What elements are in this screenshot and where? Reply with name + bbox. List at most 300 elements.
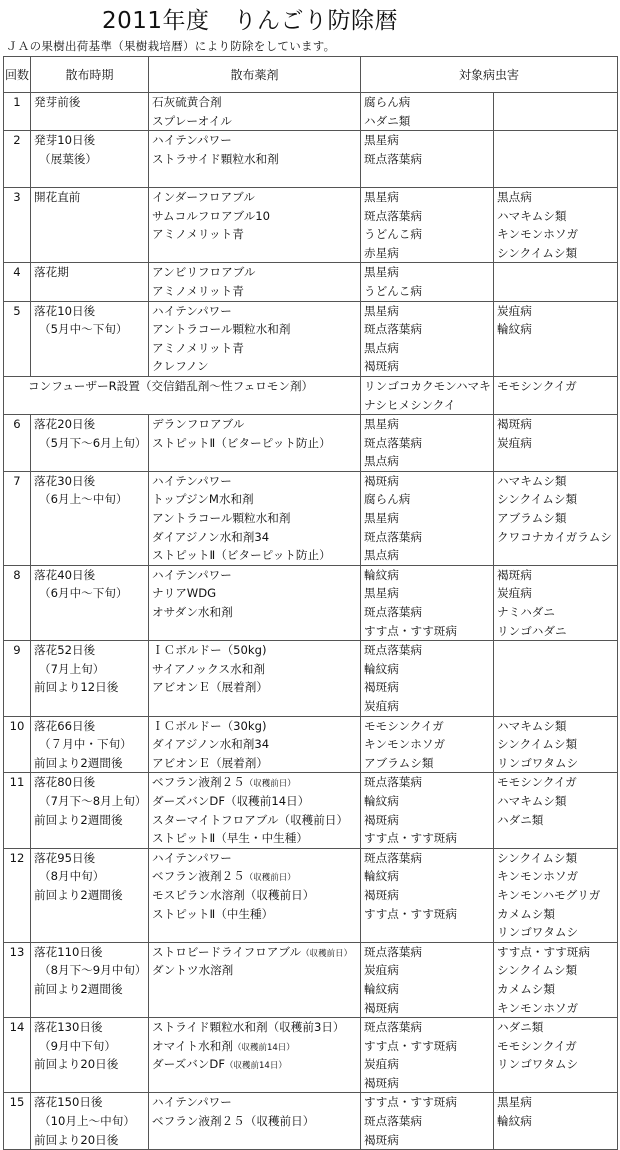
targets-cell-a [361, 716, 494, 773]
chemical-line: ハイテンパワー [152, 473, 232, 488]
timing-line: 前回より20日後 [34, 1057, 119, 1072]
timing-line: 落花130日後 [34, 1020, 103, 1035]
header-row [4, 57, 618, 93]
subtitle: ＪＡの果樹出荷基準（果樹栽培暦）により防除をしています。 [6, 39, 336, 53]
targets-cell-a [361, 93, 494, 131]
target-line: 黒星病 [364, 417, 399, 432]
target-line: モモシンクイガ [497, 775, 577, 790]
timing-line: （8月下～9月中旬） [39, 963, 147, 978]
targets-cell-a [361, 301, 494, 376]
chemical-line: クレフノン [152, 359, 209, 374]
chemical-name: ストロビードライフロアブル [152, 944, 302, 959]
chemical-line [149, 867, 360, 886]
target-line: リンゴハダニ [497, 623, 567, 638]
target-line: 斑点落葉病 [364, 643, 422, 658]
spray-schedule-table [3, 56, 618, 1150]
timing-line [31, 357, 148, 376]
target-line: 黒星病 [364, 265, 399, 280]
target-line: ハマキムシ類 [497, 473, 567, 488]
target-line: 黒星病 [364, 303, 399, 318]
target-line [494, 112, 617, 131]
table-row [4, 1018, 618, 1093]
target-line: キンモンホソガ [497, 869, 579, 884]
target-line: 褐斑病 [364, 680, 399, 695]
timing-line [31, 452, 148, 471]
chemical-name: ダントツ水溶剤 [152, 963, 234, 978]
chemical-line [149, 1074, 360, 1093]
target-line [494, 131, 617, 150]
header-count: 回数 [4, 57, 31, 93]
timing-line: （10月上～中旬） [39, 1114, 135, 1129]
timing-line [31, 905, 148, 924]
chemical-name: ハイテンパワー [152, 850, 232, 865]
chemical-line: スプレーオイル [152, 113, 232, 128]
round-number: 10 [4, 716, 31, 773]
target-line: 黒星病 [364, 511, 399, 526]
timing-line: 落花52日後 [34, 643, 96, 658]
timing-line [31, 244, 148, 263]
target-line: 斑点落葉病 [364, 775, 422, 790]
target-line [494, 396, 617, 415]
chemical-line [149, 792, 360, 811]
target-line: 輪紋病 [364, 981, 399, 996]
table-body [4, 93, 618, 1150]
timing-line: （展葉後） [39, 151, 97, 166]
targets-cell-a [361, 565, 494, 640]
target-line: 輪紋病 [364, 793, 399, 808]
target-line: クワコナカイガラムシ [497, 529, 612, 544]
target-line: 炭疽病 [497, 435, 532, 450]
chemical-line [149, 773, 360, 792]
timing-line: 落花20日後 [34, 417, 96, 432]
chemical-line [149, 961, 360, 980]
timing-line [31, 225, 148, 244]
chemicals-cell [149, 301, 361, 376]
timing-line: 落花95日後 [34, 850, 96, 865]
target-line: シンクイムシ類 [497, 492, 578, 507]
target-line [361, 168, 493, 187]
chemicals-cell [149, 1093, 361, 1150]
target-line: ハマキムシ類 [497, 793, 567, 808]
timing-line: 落花80日後 [34, 775, 96, 790]
title-year: 2011年度 [102, 8, 210, 34]
chemical-name: ダーズバンDF（収穫前14日） [152, 793, 310, 808]
timing-cell [31, 471, 149, 565]
target-line: 輪紋病 [497, 322, 532, 337]
timing-line: 落花10日後 [34, 303, 96, 318]
timing-line [31, 207, 148, 226]
table-row [4, 773, 618, 848]
target-line: 斑点落葉病 [364, 1114, 422, 1129]
timing-line [31, 923, 148, 942]
target-line [494, 452, 617, 471]
chemical-line: ダイアジノン水和剤34 [152, 529, 270, 544]
chemical-line: サイアノックス水和剤 [152, 661, 265, 676]
header-targets: 対象病虫害 [361, 57, 618, 93]
target-line: アブラムシ類 [497, 511, 567, 526]
chemicals-cell [149, 565, 361, 640]
chemical-line [149, 1131, 360, 1150]
chemical-line: ＩＣボルドー（50kg) [152, 643, 267, 658]
target-line: 輪紋病 [364, 869, 399, 884]
table-row [4, 641, 618, 716]
header-timing: 散布時期 [31, 57, 149, 93]
round-number: 11 [4, 773, 31, 848]
chemicals-cell [149, 93, 361, 131]
chemical-line [149, 697, 360, 716]
chemical-line [149, 622, 360, 641]
chemical-name: ダーズバンDF [152, 1057, 225, 1072]
round-number: 15 [4, 1093, 31, 1150]
timing-cell [31, 1093, 149, 1150]
round-number: 14 [4, 1018, 31, 1093]
target-line: キンモンホソガ [364, 737, 446, 752]
table-row [4, 301, 618, 376]
timing-line: 前回より2週間後 [34, 981, 123, 996]
target-line: モモシンクイガ [364, 718, 444, 733]
chemical-name: ベフラン液剤２５（収穫前日） [152, 1114, 315, 1129]
chemical-line: ストピットⅡ（ビターピット防止） [152, 548, 331, 563]
target-line [494, 1074, 617, 1093]
target-line: ナシヒメシンクイ [364, 397, 456, 412]
timing-line: （6月中～下旬） [39, 586, 128, 601]
targets-cell-b [494, 131, 618, 188]
chemicals-cell [149, 1018, 361, 1093]
target-line: 炭疽病 [364, 699, 399, 713]
table-row [4, 471, 618, 565]
target-line: カメムシ類 [497, 906, 555, 921]
chemical-line: アビオンＥ（展着剤） [152, 680, 268, 695]
target-line: うどんこ病 [364, 227, 422, 242]
target-line: ハダニ類 [497, 812, 544, 827]
target-line: 褐斑病 [364, 473, 399, 488]
target-line [494, 282, 617, 301]
chemicals-cell [149, 848, 361, 942]
target-line: 褐斑病 [364, 359, 399, 374]
chemicals-cell [149, 942, 361, 1017]
chemicals-cell [149, 716, 361, 773]
timing-line: 発芽10日後 [34, 133, 96, 148]
round-number: 6 [4, 415, 31, 472]
target-line: 斑点落葉病 [364, 529, 422, 544]
chemical-line [149, 244, 360, 263]
target-line: 斑点落葉病 [364, 944, 422, 959]
timing-line [31, 528, 148, 547]
targets-cell-a [361, 263, 494, 301]
chemical-line [149, 886, 360, 905]
target-line: 黒星病 [364, 189, 399, 204]
target-line: うどんこ病 [364, 283, 422, 298]
target-line: 褐斑病 [364, 1132, 399, 1147]
chemical-line [149, 905, 360, 924]
target-line: 赤星病 [364, 245, 399, 260]
timing-cell [31, 773, 149, 848]
target-line: 褐斑病 [364, 887, 399, 902]
chemical-line: アビオンＥ（展着剤） [152, 755, 268, 770]
table-row [4, 565, 618, 640]
chemical-line: ストピットⅡ（ビターピット防止） [152, 435, 331, 450]
target-line [494, 93, 617, 112]
chemical-line: ナリアWDG [152, 586, 217, 601]
timing-cell [31, 565, 149, 640]
timing-line: 落花期 [34, 265, 69, 280]
target-line: シンクイムシ類 [497, 963, 578, 978]
round-number: 9 [4, 641, 31, 716]
target-line: 炭疽病 [497, 303, 532, 318]
target-line: 褐斑病 [364, 1075, 399, 1090]
chemicals-cell [149, 773, 361, 848]
timing-line: 落花150日後 [34, 1095, 103, 1110]
target-line: 斑点落葉病 [364, 1020, 422, 1035]
timing-line [31, 168, 148, 187]
timing-line [31, 829, 148, 848]
target-line: ハダニ類 [364, 113, 411, 128]
header-chemicals: 散布薬剤 [149, 57, 361, 93]
timing-line: 落花66日後 [34, 718, 96, 733]
target-line: 斑点落葉病 [364, 435, 422, 450]
timing-line: （9月中下旬） [39, 1038, 116, 1053]
targets-cell-a [361, 1093, 494, 1150]
target-line: ハマキムシ類 [497, 208, 567, 223]
timing-line [31, 546, 148, 565]
timing-line: 開花直前 [34, 189, 81, 204]
chemical-name: スターマイトフロアブル（収穫前日） [152, 812, 349, 827]
chemical-line: ストラサイド顆粒水和剤 [152, 151, 279, 166]
target-line: すす点・すす斑病 [497, 944, 590, 959]
chemical-line [149, 1018, 360, 1037]
round-number: 12 [4, 848, 31, 942]
harvest-note: （収穫前14日） [225, 1061, 287, 1072]
timing-line [31, 112, 148, 131]
target-line [494, 339, 617, 358]
timing-line: （7月上旬） [39, 661, 105, 676]
chemical-line: オサダン水和剤 [152, 605, 233, 620]
round-number: 7 [4, 471, 31, 565]
target-line: シンクイムシ類 [497, 850, 578, 865]
target-line: 腐らん病 [364, 492, 411, 507]
chemical-name: モスピラン水溶剤（収穫前日） [152, 887, 315, 902]
chemical-line: アミノメリット青 [152, 227, 244, 242]
target-line: 黒点病 [364, 454, 399, 469]
target-line: シンクイムシ類 [497, 245, 578, 260]
timing-line: （8月中旬） [39, 869, 105, 884]
targets-cell-a [361, 773, 494, 848]
chemical-line [149, 943, 360, 962]
chemical-line: アントラコール顆粒水和剤 [152, 322, 291, 337]
timing-line: 落花110日後 [34, 944, 103, 959]
chemical-line: ハイテンパワー [152, 303, 232, 318]
timing-cell [31, 641, 149, 716]
timing-cell [31, 187, 149, 262]
confuser-label-cell [4, 376, 361, 414]
targets-cell-b [494, 773, 618, 848]
table-row [4, 187, 618, 262]
target-line: 炭疽病 [497, 586, 532, 601]
chemical-line [149, 980, 360, 999]
targets-cell-b [494, 716, 618, 773]
targets-cell-b [494, 301, 618, 376]
chemical-name: ハイテンパワー [152, 1095, 232, 1110]
target-line: 褐斑病 [497, 417, 532, 432]
chemical-line: インダーフロアブル [152, 189, 255, 204]
target-line: シンクイムシ類 [497, 737, 578, 752]
round-number: 4 [4, 263, 31, 301]
page-title [0, 2, 620, 35]
chemical-line [149, 1037, 360, 1056]
timing-line: （6月上～中旬） [39, 492, 128, 507]
timing-line: 前回より2週間後 [34, 887, 123, 902]
timing-line: 前回より20日後 [34, 1132, 119, 1147]
round-number: 2 [4, 131, 31, 188]
table-row [4, 131, 618, 188]
harvest-note: （収穫前日） [301, 948, 353, 959]
target-line: ハダニ類 [497, 1020, 544, 1035]
targets-cell-a [361, 415, 494, 472]
target-line [494, 546, 617, 565]
target-line [494, 660, 617, 679]
harvest-note: （収穫前14日） [232, 1042, 295, 1053]
timing-cell [31, 1018, 149, 1093]
targets-cell-b [494, 848, 618, 942]
target-line: ナミハダニ [497, 605, 555, 620]
targets-cell-a [361, 471, 494, 565]
timing-line [31, 999, 148, 1018]
targets-cell-b [494, 471, 618, 565]
target-line: すす点・すす斑病 [364, 831, 457, 846]
timing-line: 発芽前後 [34, 95, 81, 109]
chemical-line [149, 811, 360, 830]
target-line: 斑点落葉病 [364, 208, 422, 223]
targets-cell-b [494, 415, 618, 472]
harvest-note: （収穫前日） [244, 873, 296, 884]
target-line: 斑点落葉病 [364, 605, 422, 620]
target-line: 褐斑病 [364, 812, 399, 827]
target-line: リンゴコカクモンハマキ [364, 378, 491, 393]
round-number: 5 [4, 301, 31, 376]
timing-line [31, 509, 148, 528]
target-line: すす点・すす斑病 [364, 1095, 457, 1110]
targets-cell-b [494, 1018, 618, 1093]
targets-cell-b [494, 93, 618, 131]
targets-cell-a [361, 187, 494, 262]
chemicals-cell [149, 131, 361, 188]
target-line: 斑点落葉病 [364, 322, 422, 337]
targets-cell-a [361, 848, 494, 942]
target-line: 黒点病 [364, 548, 399, 563]
chemical-line [149, 849, 360, 868]
chemical-line: アントラコール顆粒水和剤 [152, 511, 291, 526]
target-line: モモシンクイガ [497, 1038, 577, 1053]
targets-cell-b [494, 942, 618, 1017]
table-row [4, 716, 618, 773]
target-line [494, 263, 617, 282]
target-line: 輪紋病 [364, 567, 399, 582]
target-line: 輪紋病 [364, 661, 399, 676]
targets-cell-b [494, 565, 618, 640]
targets-cell-b [494, 376, 618, 414]
chemical-line [149, 1055, 360, 1074]
timing-line: （7月下～8月上旬） [39, 793, 147, 808]
timing-line [31, 622, 148, 641]
chemical-name: ストピットⅡ（中生種） [152, 906, 274, 921]
target-line: キンモンホソガ [497, 227, 579, 242]
chemicals-cell [149, 641, 361, 716]
target-line: リンゴワタムシ [497, 925, 579, 940]
target-line: リンゴワタムシ [497, 755, 579, 770]
target-line: 輪紋病 [497, 1114, 532, 1129]
chemical-name: ベフラン液剤２５ [152, 775, 245, 790]
timing-line: 前回より2週間後 [34, 755, 123, 770]
target-line: ハマキムシ類 [497, 718, 567, 733]
targets-cell-b [494, 187, 618, 262]
chemical-line: アミノメリット青 [152, 283, 244, 298]
timing-line: 落花40日後 [34, 567, 96, 582]
confuser-row [4, 376, 618, 414]
timing-line: （5月中～下旬） [39, 322, 128, 337]
targets-cell-a [361, 131, 494, 188]
targets-cell-a [361, 942, 494, 1017]
confuser-label: コンフューザーR設置（交信錯乱剤～性フェロモン剤） [28, 378, 314, 393]
chemical-line: トップジンM水和剤 [152, 492, 254, 507]
target-line [361, 923, 493, 942]
timing-line [31, 339, 148, 358]
table-row [4, 848, 618, 942]
table-row [4, 263, 618, 301]
target-line: 斑点落葉病 [364, 151, 422, 166]
target-line: アブラムシ類 [364, 755, 434, 770]
title-name: りんごり防除暦 [233, 8, 399, 34]
target-line [494, 697, 617, 716]
chemical-line [149, 168, 360, 187]
chemicals-cell [149, 187, 361, 262]
table-row [4, 942, 618, 1017]
timing-line: 前回より2週間後 [34, 812, 123, 827]
chemicals-cell [149, 263, 361, 301]
timing-line: （７月中・下旬） [39, 737, 132, 752]
target-line: キンモンハモグリガ [497, 887, 601, 902]
timing-line [31, 697, 148, 716]
target-line [494, 641, 617, 660]
target-line: すす点・すす斑病 [364, 623, 457, 638]
chemicals-cell [149, 471, 361, 565]
target-line: 炭疽病 [364, 963, 399, 978]
chemical-line [149, 1093, 360, 1112]
timing-cell [31, 942, 149, 1017]
target-line: 斑点落葉病 [364, 850, 422, 865]
target-line: すす点・すす斑病 [364, 906, 457, 921]
target-line [494, 678, 617, 697]
target-line [494, 829, 617, 848]
chemical-name: オマイト水和剤 [152, 1038, 233, 1053]
timing-cell [31, 131, 149, 188]
chemical-line: アンビリフロアブル [152, 265, 256, 280]
chemical-line: ハイテンパワー [152, 567, 232, 582]
targets-cell-a [361, 1018, 494, 1093]
chemical-name: ストライド顆粒水和剤（収穫前3日） [152, 1020, 345, 1035]
chemical-line: アミノメリット青 [152, 340, 244, 355]
chemical-name: ベフラン液剤２５ [152, 869, 245, 884]
target-line [494, 357, 617, 376]
chemical-line: ハイテンパワー [152, 133, 232, 148]
target-line: 褐斑病 [497, 567, 532, 582]
targets-cell-b [494, 1093, 618, 1150]
target-line: リンゴワタムシ [497, 1057, 579, 1072]
target-line: 黒星病 [364, 586, 399, 601]
timing-line: 落花30日後 [34, 473, 96, 488]
chemical-line [149, 829, 360, 848]
table-row [4, 93, 618, 131]
target-line: 炭疽病 [364, 1057, 399, 1072]
